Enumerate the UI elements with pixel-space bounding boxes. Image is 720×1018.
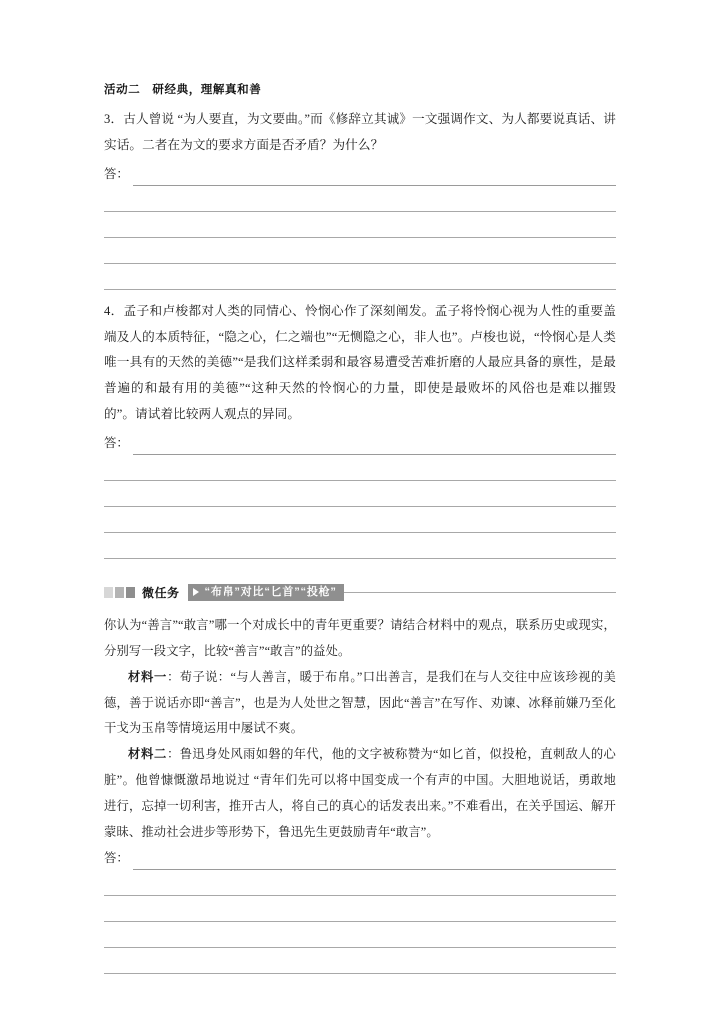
answer-block-3 bbox=[104, 161, 616, 290]
question-paragraph-4: 4．孟子和卢梭都对人类的同情心、怜悯心作了深刻阐发。孟子将怜悯心视为人性的重要盖端及人的本质特征，“隐之心，仁之端也”“无恻隐之心，非人也”。卢梭也说，“怜悯心是人类唯一具有的天然的美德”“是我们这样柔弱和最容易遭受苦难折磨的人最应具备的禀性，是最普遍的和最有用的美德”“这种天然的怜悯心的力量，即使是最败坏的风俗也是难以摧毁的”。请试着比较两人观点的异同。 bbox=[104, 304, 616, 421]
decorative-squares-icon bbox=[104, 587, 135, 598]
answer-write-rule[interactable] bbox=[133, 850, 616, 870]
material-label-1: 材料一 bbox=[128, 669, 168, 684]
answer-label-3: 答： bbox=[104, 167, 129, 182]
microtask-tag-label: “布帛”对比“匕首”“投枪” bbox=[204, 585, 337, 598]
answer-block-4 bbox=[104, 430, 616, 559]
answer-first-line-3 bbox=[104, 161, 616, 186]
answer-write-rule[interactable] bbox=[104, 238, 616, 264]
answer-label-4: 答： bbox=[104, 436, 129, 451]
square-mid-icon bbox=[115, 587, 124, 598]
material-separator-1: ： bbox=[167, 669, 180, 684]
answer-write-rule[interactable] bbox=[104, 264, 616, 290]
header-divider bbox=[344, 592, 616, 593]
section-spacer bbox=[104, 290, 616, 299]
answer-write-rule[interactable] bbox=[104, 533, 616, 559]
answer-block-microtask bbox=[104, 845, 616, 974]
answer-first-line-microtask bbox=[104, 845, 616, 870]
arrow-right-icon bbox=[193, 588, 199, 596]
answer-label-microtask: 答： bbox=[104, 851, 129, 866]
answer-write-rule[interactable] bbox=[104, 896, 616, 922]
material-text-2: 鲁迅身处风雨如磐的年代，他的文字被称赞为“如匕首，似投枪，直刺敌人的心脏”。他曾慷慨激昂地说过 “青年们先可以将中国变成一个有声的中国。大胆地说话，勇敢地进行，忘掉一切利害，推开古人，将自己的真心的话发表出来。”不难看出，在关乎国运、解开蒙昧、推动社会进步等形势下，鲁迅先生更鼓励青年“敢言”。 bbox=[104, 747, 616, 839]
material-separator-2: ： bbox=[167, 747, 180, 762]
answer-write-rule[interactable] bbox=[104, 922, 616, 948]
page-content bbox=[104, 82, 616, 974]
answer-write-rule[interactable] bbox=[104, 870, 616, 896]
material-paragraph-2 bbox=[104, 742, 616, 845]
microtask-tag-banner bbox=[188, 584, 344, 601]
microtask-header bbox=[104, 581, 616, 603]
square-dark-icon bbox=[126, 587, 135, 598]
answer-first-line-4 bbox=[104, 430, 616, 455]
material-text-1: 荀子说：“与人善言，暖于布帛。”口出善言，是我们在与人交往中应该珍视的美德，善于说话亦即“善言”，也是为人处世之智慧，因此“善言”在写作、劝谏、冰释前嫌乃至化干戈为玉帛等情境运用中屡试不爽。 bbox=[104, 669, 616, 736]
answer-write-rule[interactable] bbox=[133, 166, 616, 186]
answer-write-rule[interactable] bbox=[104, 186, 616, 212]
microtask-prompt: 你认为“善言”“敢言”哪一个对成长中的青年更重要？请结合材料中的观点，联系历史或现实，分别写一段文字，比较“善言”“敢言”的益处。 bbox=[104, 618, 616, 658]
microtask-title: 微任务 bbox=[142, 585, 180, 600]
question-paragraph-3: 3．古人曾说 “为人要直，为文要曲。”而《修辞立其诚》一文强调作文、为人都要说真话、讲实话。二者在为文的要求方面是否矛盾？为什么？ bbox=[104, 112, 616, 152]
answer-write-rule[interactable] bbox=[104, 455, 616, 481]
answer-write-rule[interactable] bbox=[104, 507, 616, 533]
square-light-icon bbox=[104, 587, 113, 598]
answer-write-rule[interactable] bbox=[133, 435, 616, 455]
material-label-2: 材料二 bbox=[128, 747, 168, 762]
answer-write-rule[interactable] bbox=[104, 948, 616, 974]
activity-heading: 活动二 研经典，理解真和善 bbox=[104, 84, 262, 96]
answer-write-rule[interactable] bbox=[104, 481, 616, 507]
material-paragraph-1 bbox=[104, 665, 616, 742]
answer-write-rule[interactable] bbox=[104, 212, 616, 238]
